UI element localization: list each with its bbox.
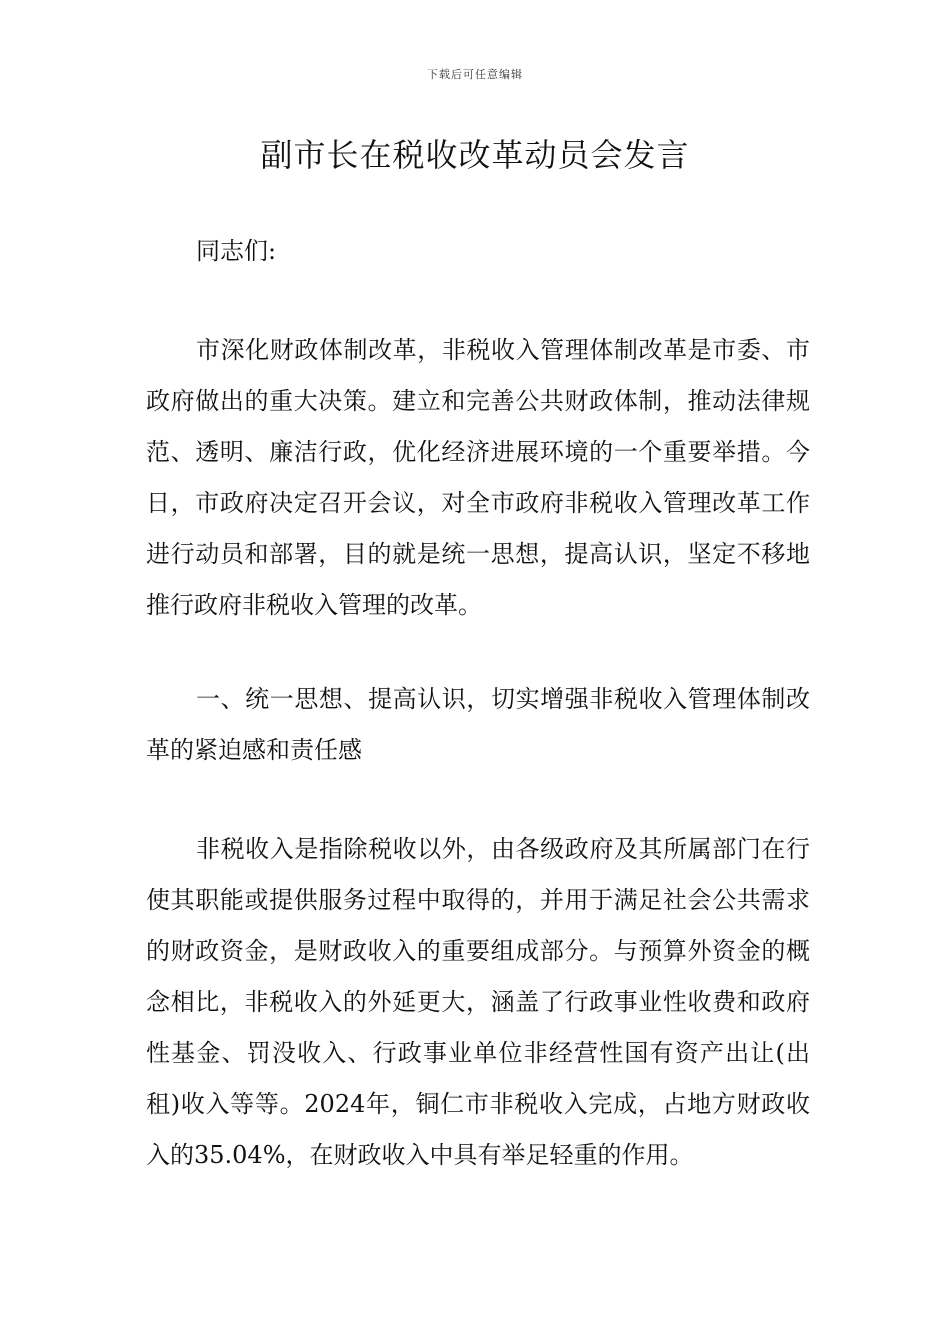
salutation: 同志们: xyxy=(196,237,277,265)
document-title: 副市长在税收改革动员会发言 xyxy=(260,136,690,174)
header-note: 下载后可任意编辑 xyxy=(427,68,523,81)
paragraph-non-tax-revenue: 非税收入是指除税收以外，由各级政府及其所属部门在行使其职能或提供服务过程中取得的，并用于满足社会公共需求的财政资金，是财政收入的重要组成部分。与预算外资金的概念相比，非税收入的外延更大，涵盖了行政事业性收费和政府性基金、罚没收入、行政事业单位非经营性国有资产出让(出租)收入等等。2024年，铜仁市非税收入完成，占地方财政收入的35.04%，在财政收入中具有举足轻重的作用。 xyxy=(146,835,810,1169)
paragraph-intro: 市深化财政体制改革，非税收入管理体制改革是市委、市政府做出的重大决策。建立和完善公共财政体制，推动法律规范、透明、廉洁行政，优化经济进展环境的一个重要举措。今日，市政府决定召开会议，对全市政府非税收入管理改革工作进行动员和部署，目的就是统一思想，提高认识，坚定不移地推行政府非税收入管理的改革。 xyxy=(146,336,810,619)
section-heading-1: 一、统一思想、提高认识，切实增强非税收入管理体制改革的紧迫感和责任感 xyxy=(146,685,810,764)
